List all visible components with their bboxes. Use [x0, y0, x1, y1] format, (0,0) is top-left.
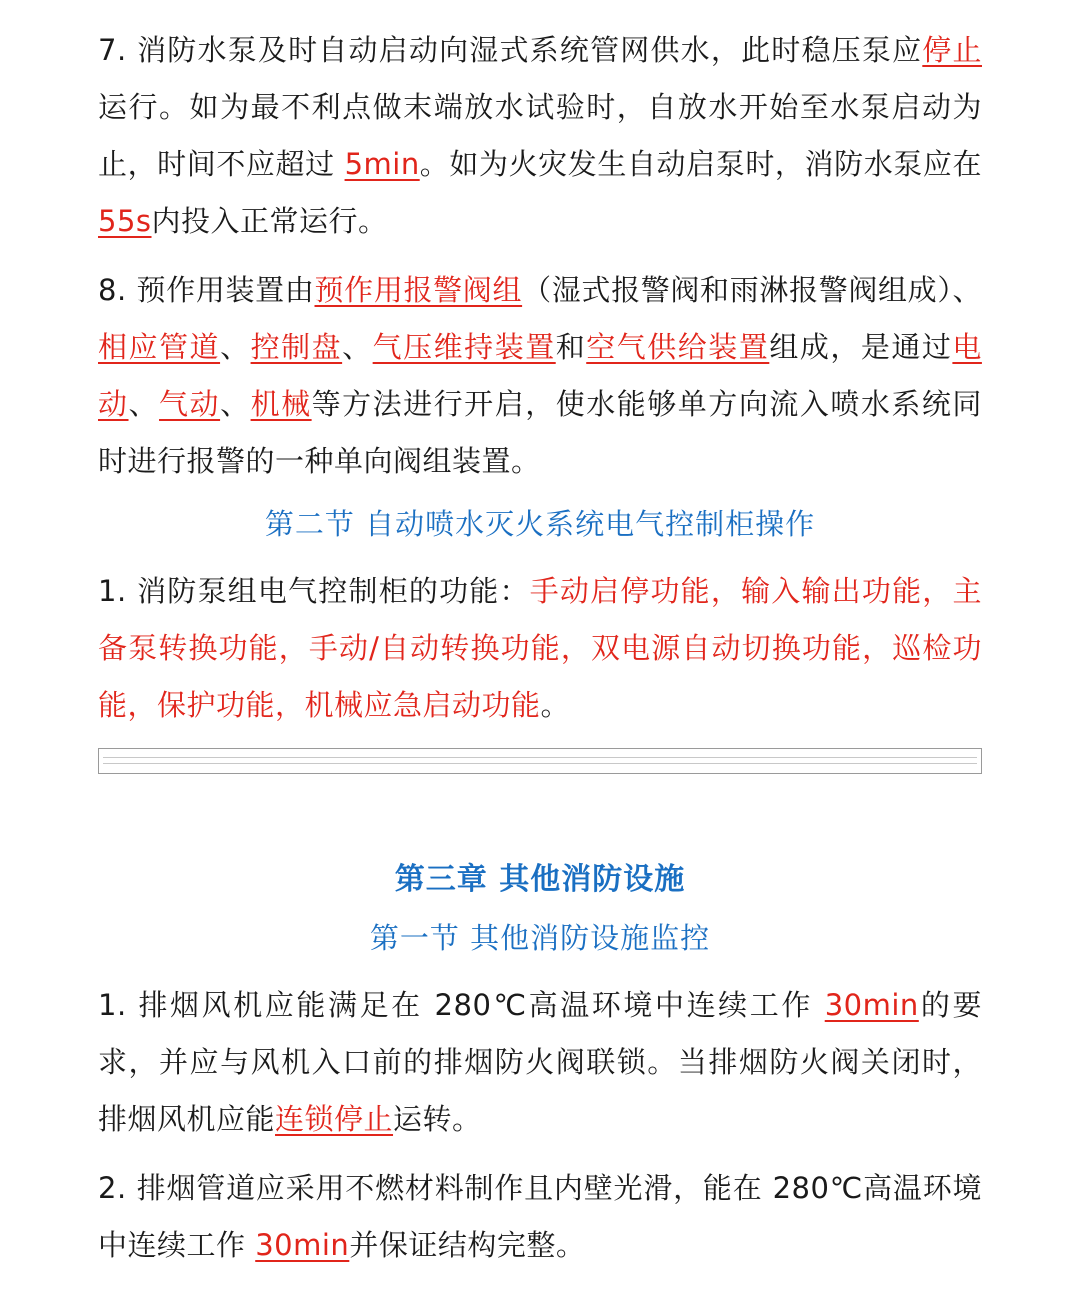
- highlight-term: 30min: [824, 988, 919, 1022]
- text: 7. 消防水泵及时自动启动向湿式系统管网供水，此时稳压泵应: [98, 33, 923, 67]
- paragraph-7: [98, 22, 982, 250]
- divider: [98, 748, 982, 774]
- highlight-term: 相应管道: [98, 330, 221, 364]
- section-title-2: 第二节 自动喷水灭火系统电气控制柜操作: [264, 507, 816, 541]
- document-page: [98, 22, 982, 1274]
- text: 的要求，并应与风机入口前的排烟防火阀联锁。当排烟防火阀关闭时，排烟风机应能: [98, 988, 982, 1136]
- highlight-term: 5min: [344, 147, 420, 181]
- text: 、: [220, 387, 251, 421]
- text: 1. 消防泵组电气控制柜的功能：: [98, 574, 530, 608]
- highlight-term: 控制盘: [250, 330, 343, 364]
- highlight-term: 预作用报警阀组: [314, 273, 523, 307]
- text: 组成，是通过: [769, 330, 953, 364]
- section-title-1: 第一节 其他消防设施监控: [369, 921, 711, 955]
- highlight-text: 手动启停功能，输入输出功能，主备泵转换功能，手动/自动转换功能，双电源自动切换功能，巡检功能，保护功能，机械应急启动功能: [98, 574, 982, 722]
- text: 2. 排烟管道应采用不燃材料制作且内壁光滑，能在 280℃高温环境中连续工作: [98, 1171, 982, 1262]
- highlight-term: 气动: [159, 387, 221, 421]
- text: （湿式报警阀和雨淋报警阀组成）、: [522, 273, 982, 307]
- highlight-term: 气压维持装置: [372, 330, 556, 364]
- text: 内投入正常运行。: [151, 204, 388, 238]
- text: 运行。如为最不利点做末端放水试验时，自放水开始至水泵启动为止，时间不应超过: [98, 90, 982, 181]
- paragraph-exhaust-fan: [98, 977, 982, 1148]
- text: 。: [540, 688, 571, 722]
- highlight-term: 30min: [255, 1228, 350, 1262]
- highlight-term: 停止: [922, 33, 982, 67]
- text: 、: [342, 330, 373, 364]
- highlight-term: 空气供给装置: [586, 330, 770, 364]
- chapter-title-3: 第三章 其他消防设施: [394, 862, 686, 897]
- text: 并保证结构完整。: [349, 1228, 586, 1262]
- paragraph-8: [98, 262, 982, 490]
- text: 。如为火灾发生自动启泵时，消防水泵应在: [419, 147, 982, 181]
- text: 、: [220, 330, 251, 364]
- text: 和: [555, 330, 587, 364]
- highlight-term: 机械: [250, 387, 312, 421]
- highlight-term: 电动: [98, 330, 982, 421]
- text: 等方法进行开启，使水能够单方向流入喷水系统同时进行报警的一种单向阀组装置。: [98, 387, 982, 478]
- paragraph-control-cabinet: [98, 563, 982, 734]
- paragraph-exhaust-duct: [98, 1160, 982, 1274]
- text: 1. 排烟风机应能满足在 280℃高温环境中连续工作: [98, 988, 825, 1022]
- text: 运转。: [393, 1102, 482, 1136]
- text: 8. 预作用装置由: [98, 273, 315, 307]
- text: 、: [128, 387, 160, 421]
- highlight-term: 55s: [98, 204, 152, 238]
- highlight-term: 连锁停止: [275, 1102, 394, 1136]
